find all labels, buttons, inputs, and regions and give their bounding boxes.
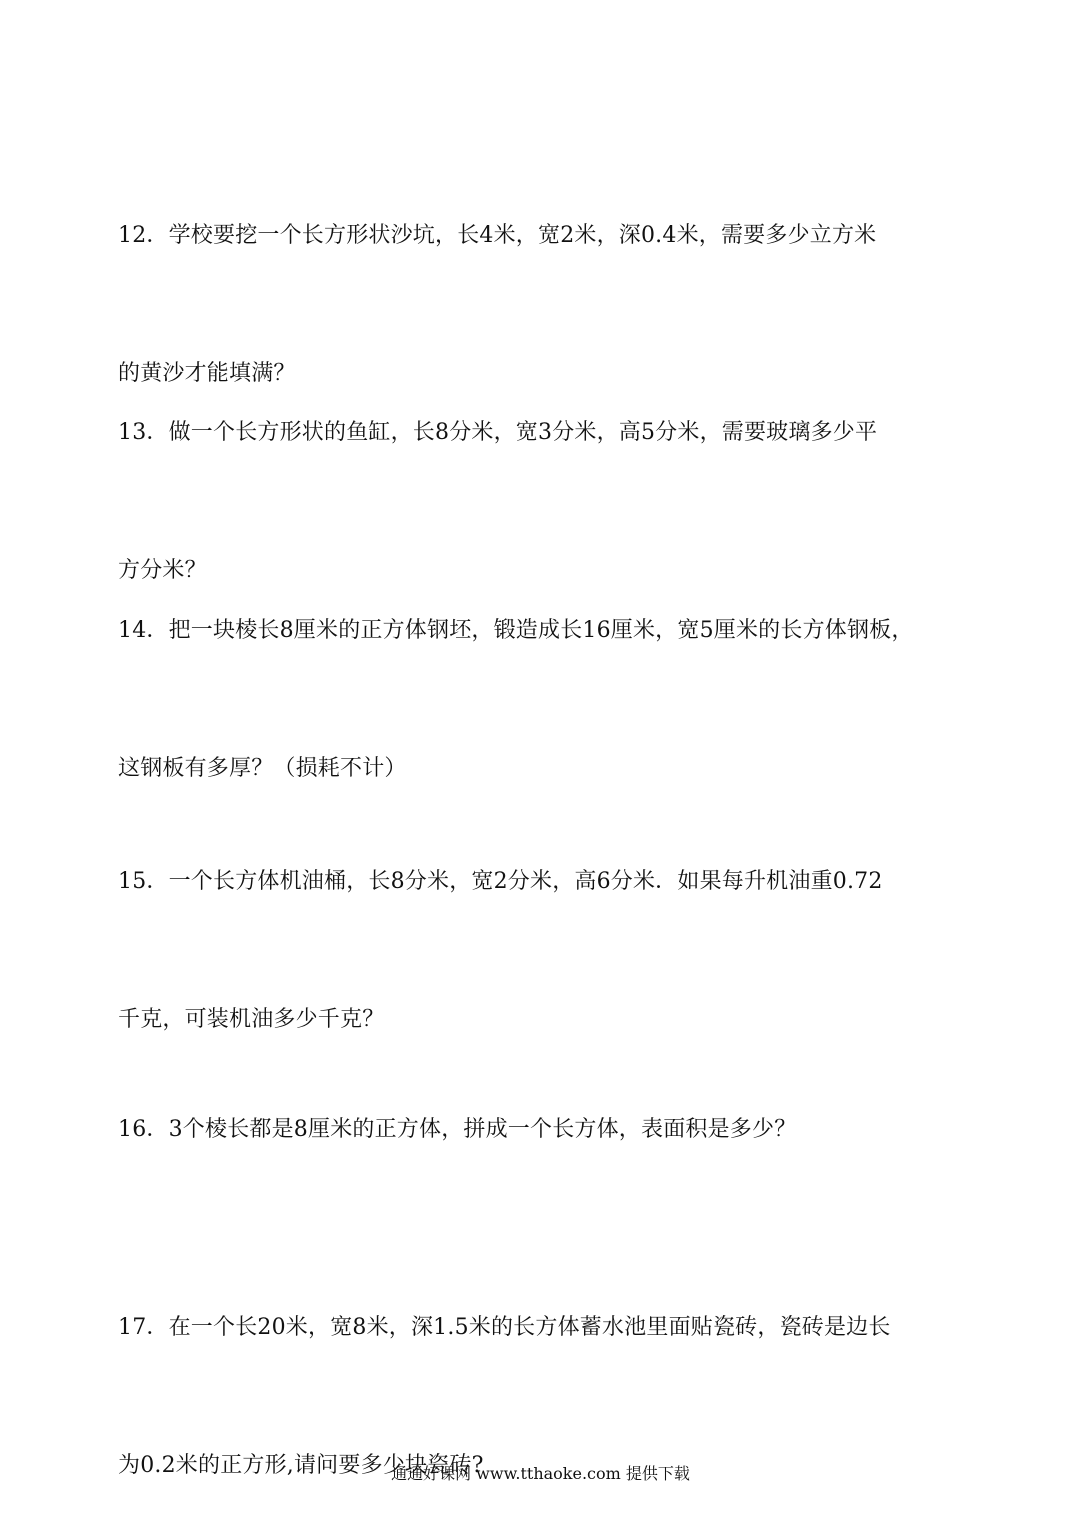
question-13-line-2: 方分米？ (118, 558, 207, 583)
question-16 (118, 1015, 968, 1199)
question-13-line-1: 13．做一个长方形状的鱼缸，长8分米，宽3分米，高5分米，需要玻璃多少平 (118, 420, 878, 445)
question-15-line-1: 15．一个长方体机油桶，长8分米，宽2分米，高6分米．如果每升机油重0.72 (118, 869, 883, 894)
question-14-line-1: 14．把一块棱长8厘米的正方体钢坯，锻造成长16厘米，宽5厘米的长方体钢板， (118, 618, 914, 643)
page-footer (0, 1463, 1081, 1485)
footer-text: 通通好课网 www.tthaoke.com 提供下载 (391, 1464, 690, 1483)
question-16-line-1: 16．3个棱长都是8厘米的正方体，拼成一个长方体，表面积是多少？ (118, 1117, 797, 1142)
question-12-line-2: 的黄沙才能填满？ (118, 361, 296, 386)
question-15-line-2: 千克，可装机油多少千克？ (118, 1007, 385, 1032)
question-17-line-2: 为0.2米的正方形,请问要多少块瓷砖? (118, 1453, 484, 1478)
question-17 (118, 1213, 968, 1535)
question-12-line-1: 12．学校要挖一个长方形状沙坑，长4米，宽2米，深0.4米，需要多少立方米 (118, 223, 877, 248)
question-14-line-2: 这钢板有多厚？（损耗不计） (118, 756, 407, 781)
question-17-line-1: 17．在一个长20米，宽8米，深1.5米的长方体蓄水池里面贴瓷砖，瓷砖是边长 (118, 1315, 891, 1340)
